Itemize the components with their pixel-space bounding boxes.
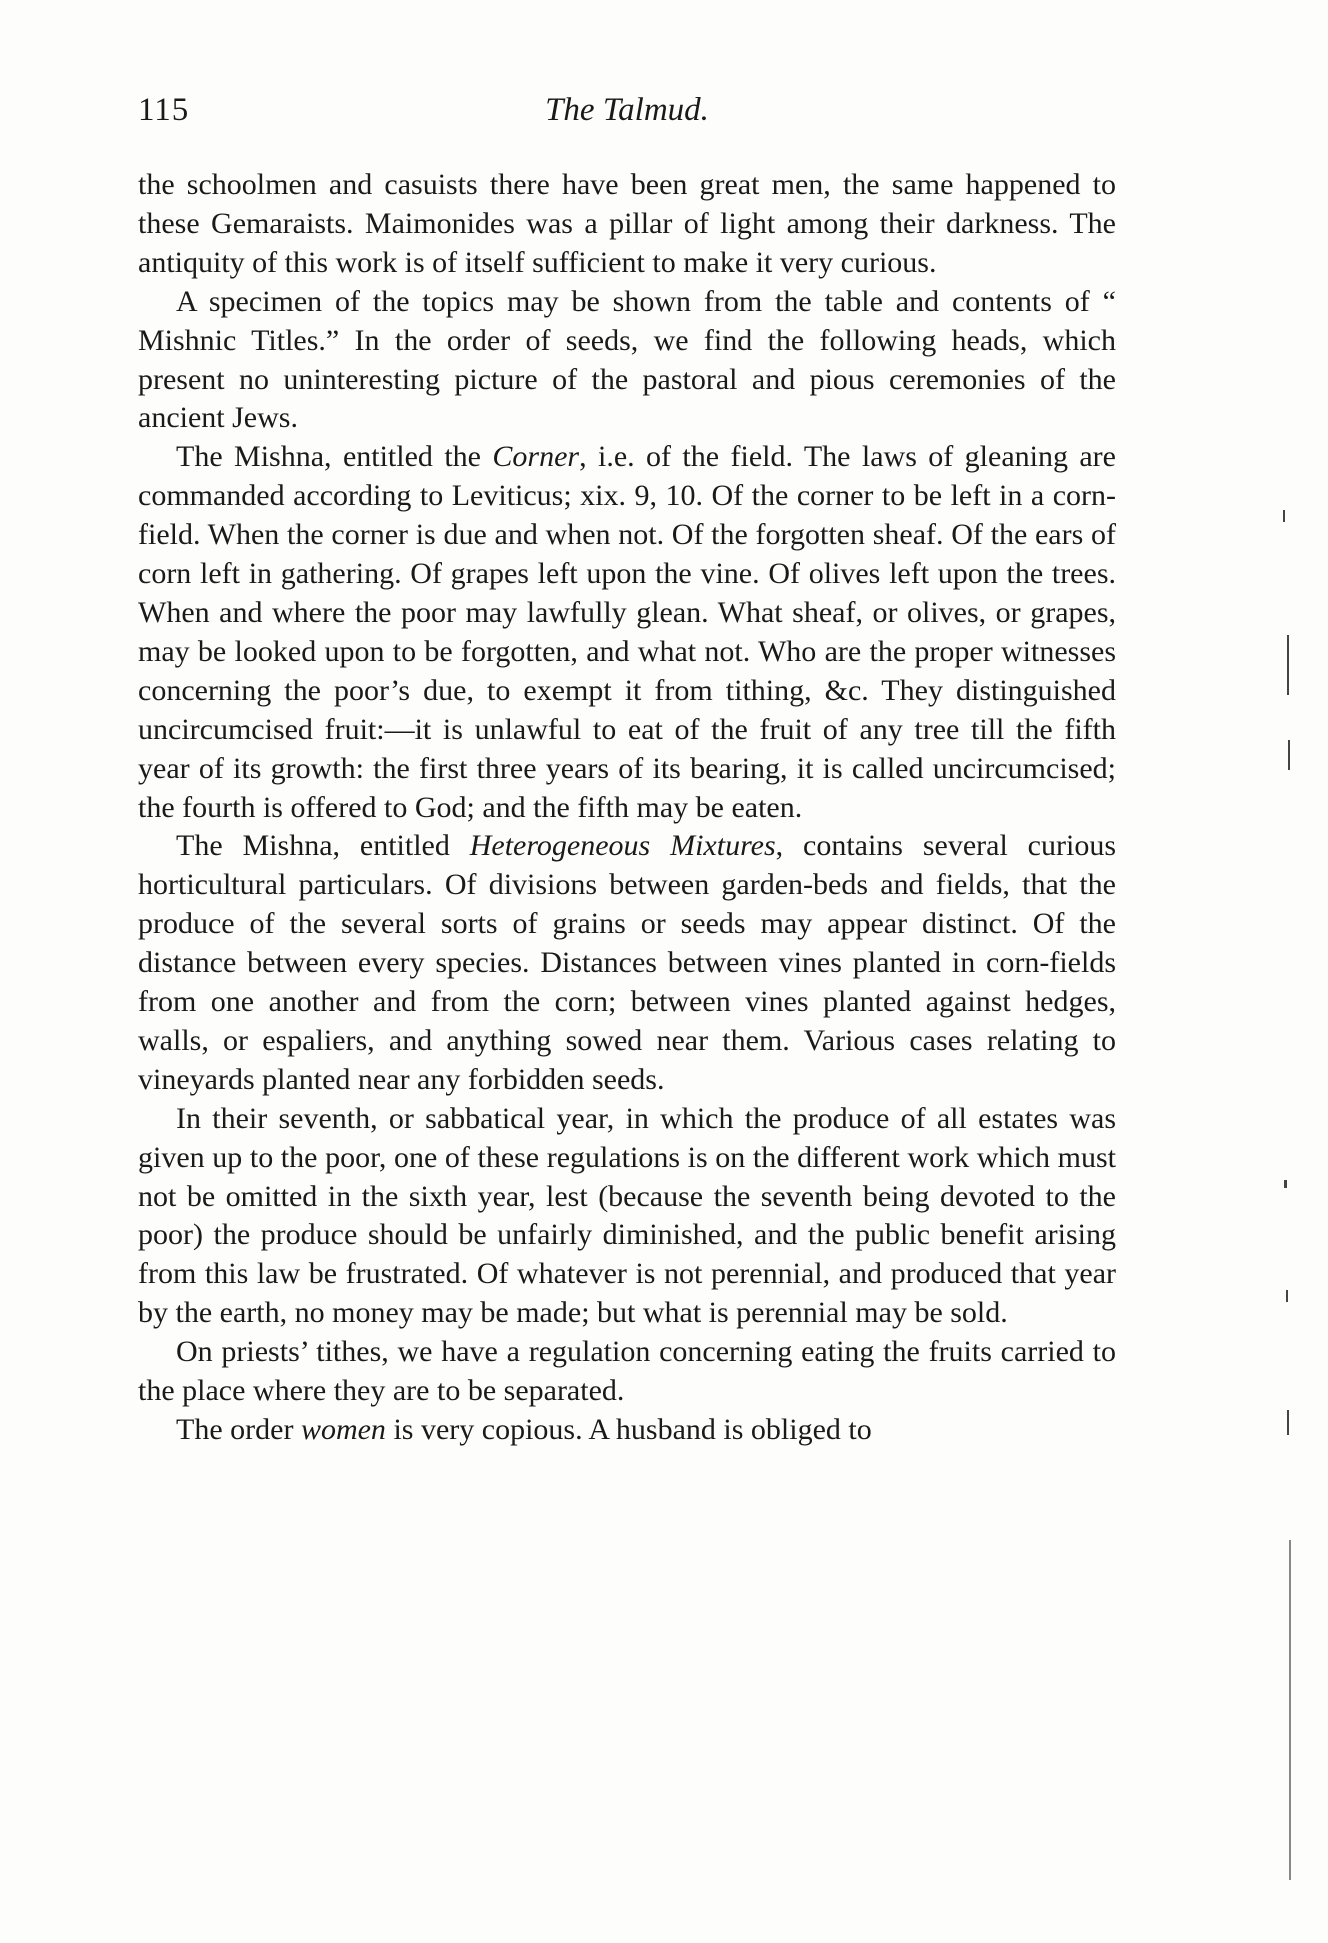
page-number: 115 (138, 92, 190, 128)
paragraph (138, 1411, 1116, 1450)
paragraph (138, 438, 1116, 827)
text-run: , contains several curious horticultural particulars. Of divisions between garden-beds and fields, that the produce of the several sorts of grains or seeds may appear distinct. Of the distance between every species. Distances between vines planted in corn-fields from one another and from the corn; between vines planted against hedges, walls, or espaliers, and anything sowed near them. Various cases relating to vineyards planted near any forbidden seeds. (138, 829, 1116, 1096)
italic-term: Corner (492, 440, 580, 474)
body-text (138, 166, 1116, 1450)
scan-mark (1287, 1410, 1289, 1435)
text-run: On priests’ tithes, we have a regulation concerning eating the fruits carried to the place where they are to be separated. (138, 1335, 1116, 1408)
scan-mark (1287, 635, 1289, 695)
text-run: In their seventh, or sabbatical year, in which the produce of all estates was given up to the poor, one of these regulations is on the different work which must not be omitted in the sixth year, lest (because the seventh being devoted to the poor) the produce should be unfairly diminished, and the public benefit arising from this law be frustrated. Of whatever is not perennial, and produced that year by the earth, no money may be made; but what is perennial may be sold. (138, 1101, 1116, 1330)
paragraph (138, 827, 1116, 1099)
paragraph (138, 1333, 1116, 1411)
running-title: The Talmud. (545, 92, 709, 128)
paragraph (138, 283, 1116, 439)
text-run: The Mishna, entitled (176, 829, 470, 863)
text-run: is very copious. A husband is obliged to (385, 1413, 872, 1446)
italic-term: Heterogeneous Mixtures (469, 829, 776, 863)
text-run: The Mishna, entitled the (176, 440, 493, 474)
paragraph (138, 1100, 1116, 1333)
text-run: A specimen of the topics may be shown from the table and contents of “ Mishnic Titles.” In the order of seeds, we find the following heads, which present no uninteresting picture of the pastoral and pious ceremonies of the ancient Jews. (138, 284, 1116, 435)
scan-mark (1284, 1180, 1287, 1188)
text-run: , i.e. of the field. The laws of gleaning are commanded according to Leviticus; xix. 9, 10. Of the corner to be left in a corn-field. When the corner is due and when not. Of the forgotten sheaf. Of the ears of corn left in gathering. Of grapes left upon the vine. Of olives left upon the trees. When and where the poor may lawfully glean. What sheaf, or olives, or grapes, may be looked upon to be forgotten, and what not. Who are the proper witnesses concerning the poor’s due, to exempt it from tithing, &c. They distinguished uncircumcised fruit:—it is unlawful to eat of the fruit of any tree till the fifth year of its growth: the first three years of its bearing, it is called uncircumcised; the fourth is offered to God; and the fifth may be eaten. (138, 440, 1116, 824)
scan-mark (1283, 510, 1285, 522)
italic-term: women (300, 1413, 386, 1446)
paragraph (138, 166, 1116, 283)
text-run: the schoolmen and casuists there have been great men, the same happened to these Gemaraists. Maimonides was a pillar of light among their darkness. The antiquity of this work is of itself sufficient to make it very curious. (138, 168, 1116, 279)
scan-mark (1286, 1290, 1288, 1302)
running-head (138, 92, 1116, 132)
scan-mark (1288, 740, 1290, 770)
scan-mark (1289, 1540, 1291, 1880)
text-run: The order (176, 1413, 301, 1446)
